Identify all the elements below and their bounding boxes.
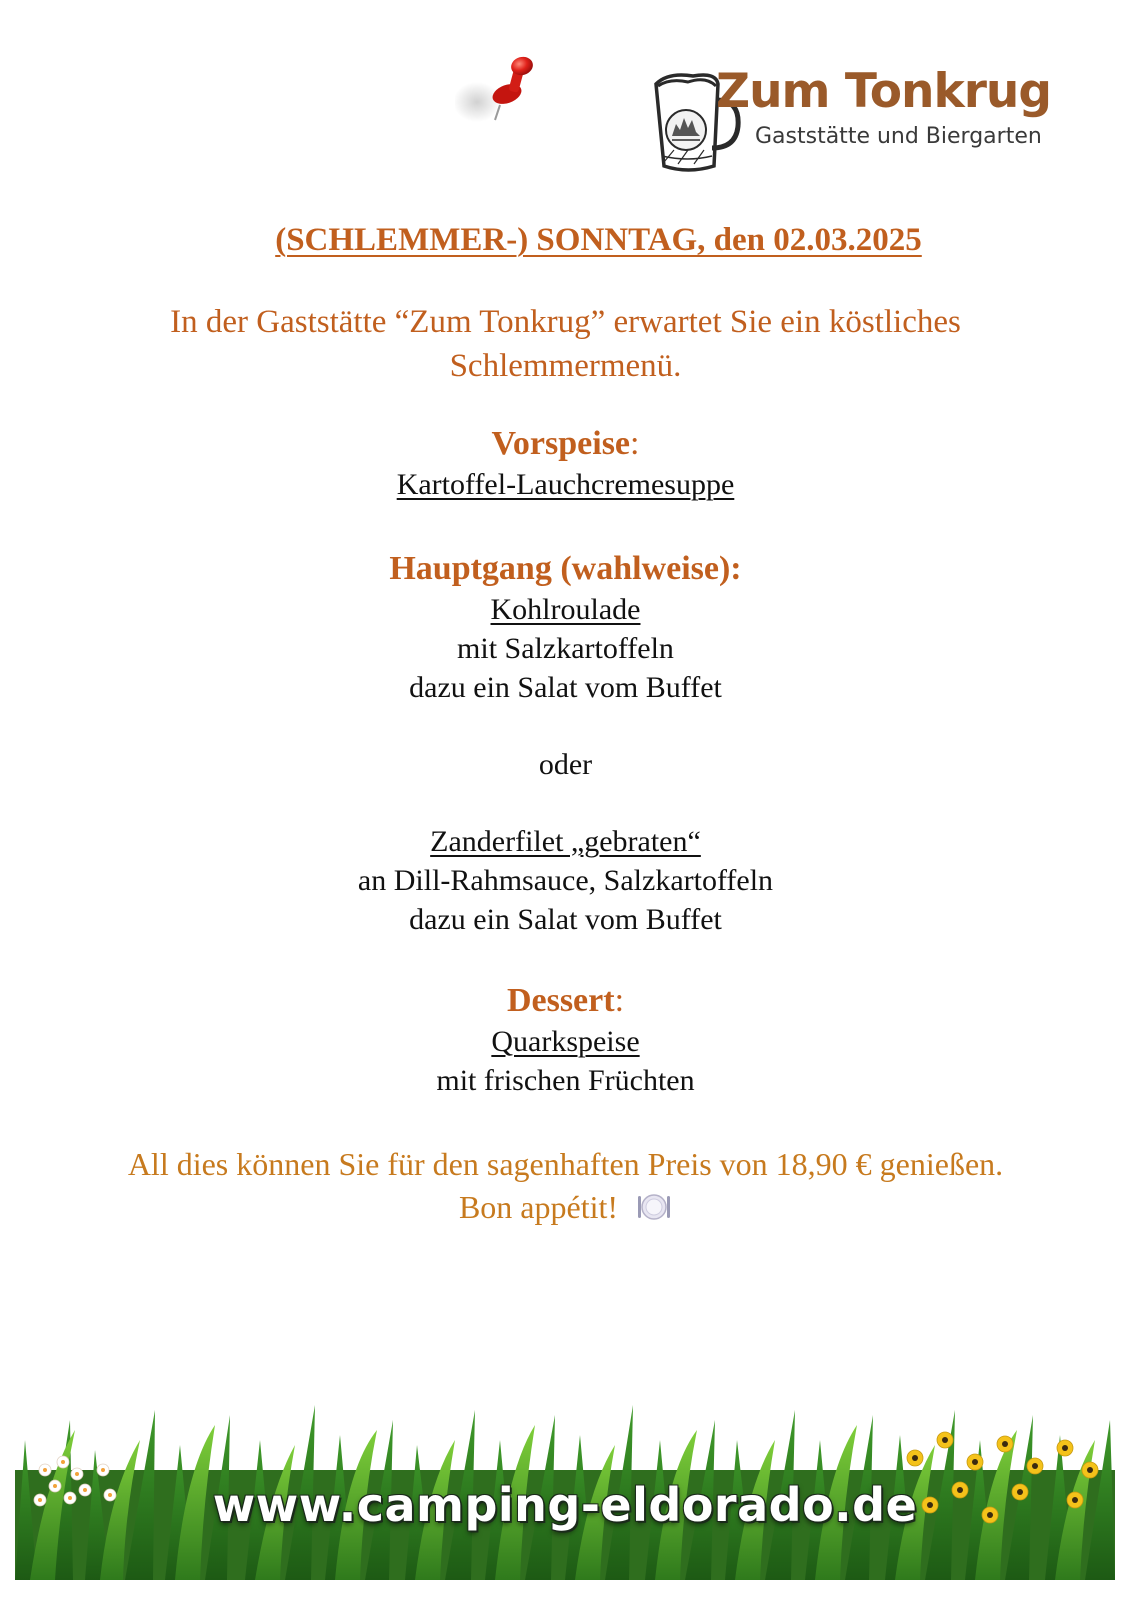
hauptgang-option2-line2: an Dill-Rahmsauce, Salzkartoffeln <box>357 864 774 897</box>
hauptgang-option2-dish: Zanderfilet „gebraten“ <box>430 825 701 858</box>
section-hauptgang <box>0 548 1131 707</box>
dessert-heading <box>0 980 1131 1022</box>
vorspeise-dish: Kartoffel-Lauchcremesuppe <box>396 468 735 501</box>
price-text: All dies können Sie für den sagenhaften Preis von 18,90 € genießen. <box>127 1146 1004 1182</box>
pushpin-icon <box>455 50 550 130</box>
hauptgang-separator: oder <box>538 748 593 781</box>
hauptgang-option2 <box>0 822 1131 939</box>
hauptgang-title: Hauptgang (wahlweise): <box>389 550 742 587</box>
hauptgang-option1-line2: mit Salzkartoffeln <box>457 632 674 665</box>
page-title: (SCHLEMMER-) SONNTAG, den 02.03.2025 <box>275 222 922 258</box>
banner-url[interactable]: www.camping-eldorado.de <box>212 1478 918 1532</box>
vorspeise-heading <box>0 423 1131 465</box>
dessert-colon: : <box>614 982 625 1019</box>
closing-text: Bon appétit! <box>458 1189 619 1225</box>
plate-cutlery-icon <box>636 1192 672 1222</box>
vorspeise-title: Vorspeise <box>491 425 631 462</box>
section-vorspeise <box>0 423 1131 504</box>
footer-banner <box>15 1400 1115 1580</box>
intro-line-1: In der Gaststätte “Zum Tonkrug” erwartet Sie ein köstliches <box>170 304 961 340</box>
dessert-dish: Quarkspeise <box>491 1025 640 1058</box>
logo-subtitle: Gaststätte und Biergarten <box>755 124 1042 149</box>
intro-line-2: Schlemmermenü. <box>449 348 682 384</box>
dessert-line2: mit frischen Früchten <box>436 1064 695 1097</box>
logo-title: Zum Tonkrug <box>716 64 1051 119</box>
intro-text <box>0 300 1131 388</box>
vorspeise-colon: : <box>630 425 640 462</box>
dessert-title: Dessert <box>506 982 615 1019</box>
hauptgang-option1-line3: dazu ein Salat vom Buffet <box>409 671 722 704</box>
closing-line <box>0 1185 1131 1229</box>
hauptgang-option1-dish: Kohlroulade <box>490 593 641 626</box>
hauptgang-option2-line3: dazu ein Salat vom Buffet <box>409 903 722 936</box>
section-dessert <box>0 980 1131 1100</box>
restaurant-logo <box>648 64 1068 180</box>
